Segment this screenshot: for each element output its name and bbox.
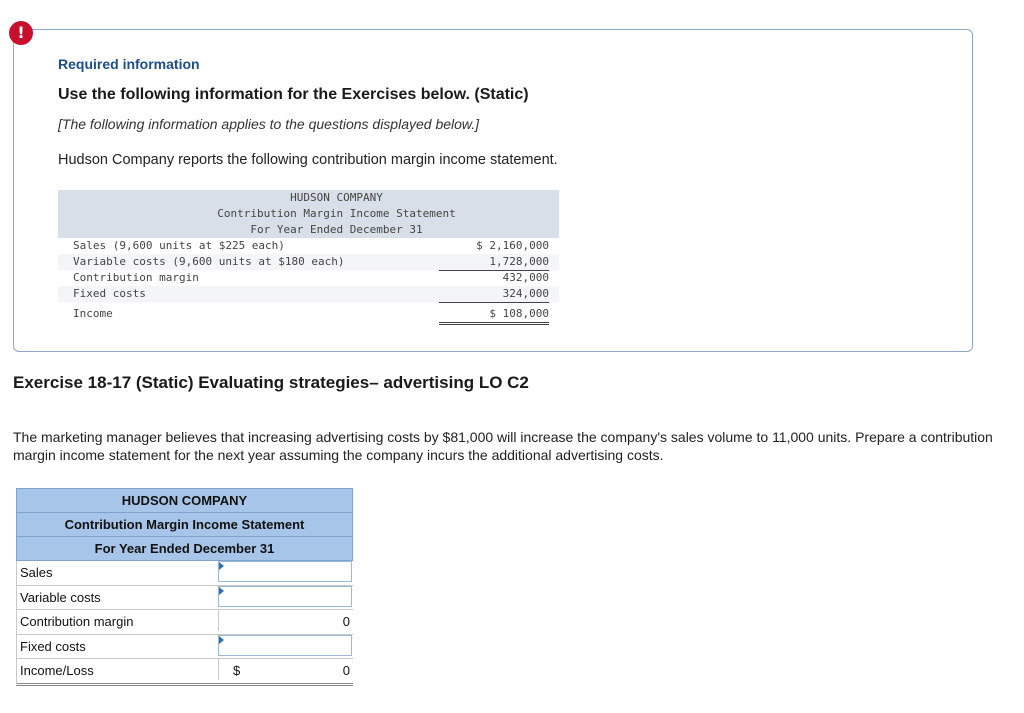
exercise-title: Exercise 18-17 (Static) Evaluating strategies– advertising LO C2 [13, 373, 529, 392]
contribution-margin-output [218, 610, 352, 631]
given-row-label: Contribution margin [73, 271, 199, 284]
answer-income-statement [16, 488, 353, 686]
given-row-amount: $ 2,160,000 [439, 238, 549, 255]
answer-row-label: Contribution margin [20, 614, 134, 629]
given-row-amount: 432,000 [502, 271, 549, 284]
given-row-contribution-margin [58, 270, 559, 286]
applies-note: [The following information applies to the questions displayed below.] [58, 116, 480, 132]
answer-row-label: Income/Loss [20, 663, 94, 678]
given-row-income [58, 306, 559, 322]
fixed-costs-input[interactable] [218, 635, 352, 656]
use-information-heading: Use the following information for the Exercises below. (Static) [58, 86, 529, 103]
answer-row-sales [16, 561, 353, 586]
answer-statement-period: For Year Ended December 31 [94, 541, 275, 556]
given-row-label: Fixed costs [73, 287, 146, 300]
given-row-fixed-costs [58, 286, 559, 302]
given-company-name: HUDSON COMPANY [290, 191, 383, 204]
answer-row-label: Sales [20, 565, 53, 580]
input-marker-icon [219, 587, 224, 595]
contribution-margin-value: 0 [342, 614, 350, 629]
alert-icon: ! [9, 21, 33, 45]
given-row-sales [58, 238, 559, 254]
income-loss-output [218, 659, 352, 680]
answer-row-variable-costs [16, 586, 353, 611]
currency-symbol: $ [233, 663, 241, 678]
given-row-amount: 1,728,000 [439, 254, 549, 271]
given-income-statement [58, 190, 559, 322]
answer-company-name: HUDSON COMPANY [17, 489, 352, 513]
exercise-description: The marketing manager believes that increasing advertising costs by $81,000 will increase the company's sales volume to 11,000 units. Prepare a contribution margin income statement for the next year assuming the company incurs the additional advertising costs. [13, 429, 993, 463]
answer-row-fixed-costs [16, 635, 353, 660]
given-statement-name: Contribution Margin Income Statement [217, 207, 456, 220]
sales-input[interactable] [218, 561, 352, 582]
answer-row-income-loss [16, 659, 353, 686]
variable-costs-input[interactable] [218, 586, 352, 607]
answer-row-label: Variable costs [20, 589, 101, 605]
answer-statement-name: Contribution Margin Income Statement [17, 513, 352, 537]
given-row-amount: 324,000 [439, 286, 549, 303]
given-row-amount: $ 108,000 [439, 306, 549, 325]
answer-row-contribution-margin [16, 610, 353, 635]
answer-row-label: Fixed costs [20, 638, 86, 654]
required-information-panel [13, 29, 973, 352]
required-information-title: Required information [58, 56, 200, 72]
income-loss-value: 0 [342, 663, 350, 678]
given-row-variable-costs [58, 254, 559, 270]
given-row-label: Sales (9,600 units at $225 each) [73, 239, 285, 252]
given-statement-header [58, 190, 559, 238]
intro-text: Hudson Company reports the following contribution margin income statement. [58, 152, 558, 168]
given-row-label: Income [73, 307, 113, 320]
given-statement-period: For Year Ended December 31 [250, 223, 423, 236]
input-marker-icon [219, 562, 224, 570]
answer-statement-header [16, 488, 353, 561]
input-marker-icon [219, 636, 224, 644]
given-row-label: Variable costs (9,600 units at $180 each) [73, 255, 345, 268]
